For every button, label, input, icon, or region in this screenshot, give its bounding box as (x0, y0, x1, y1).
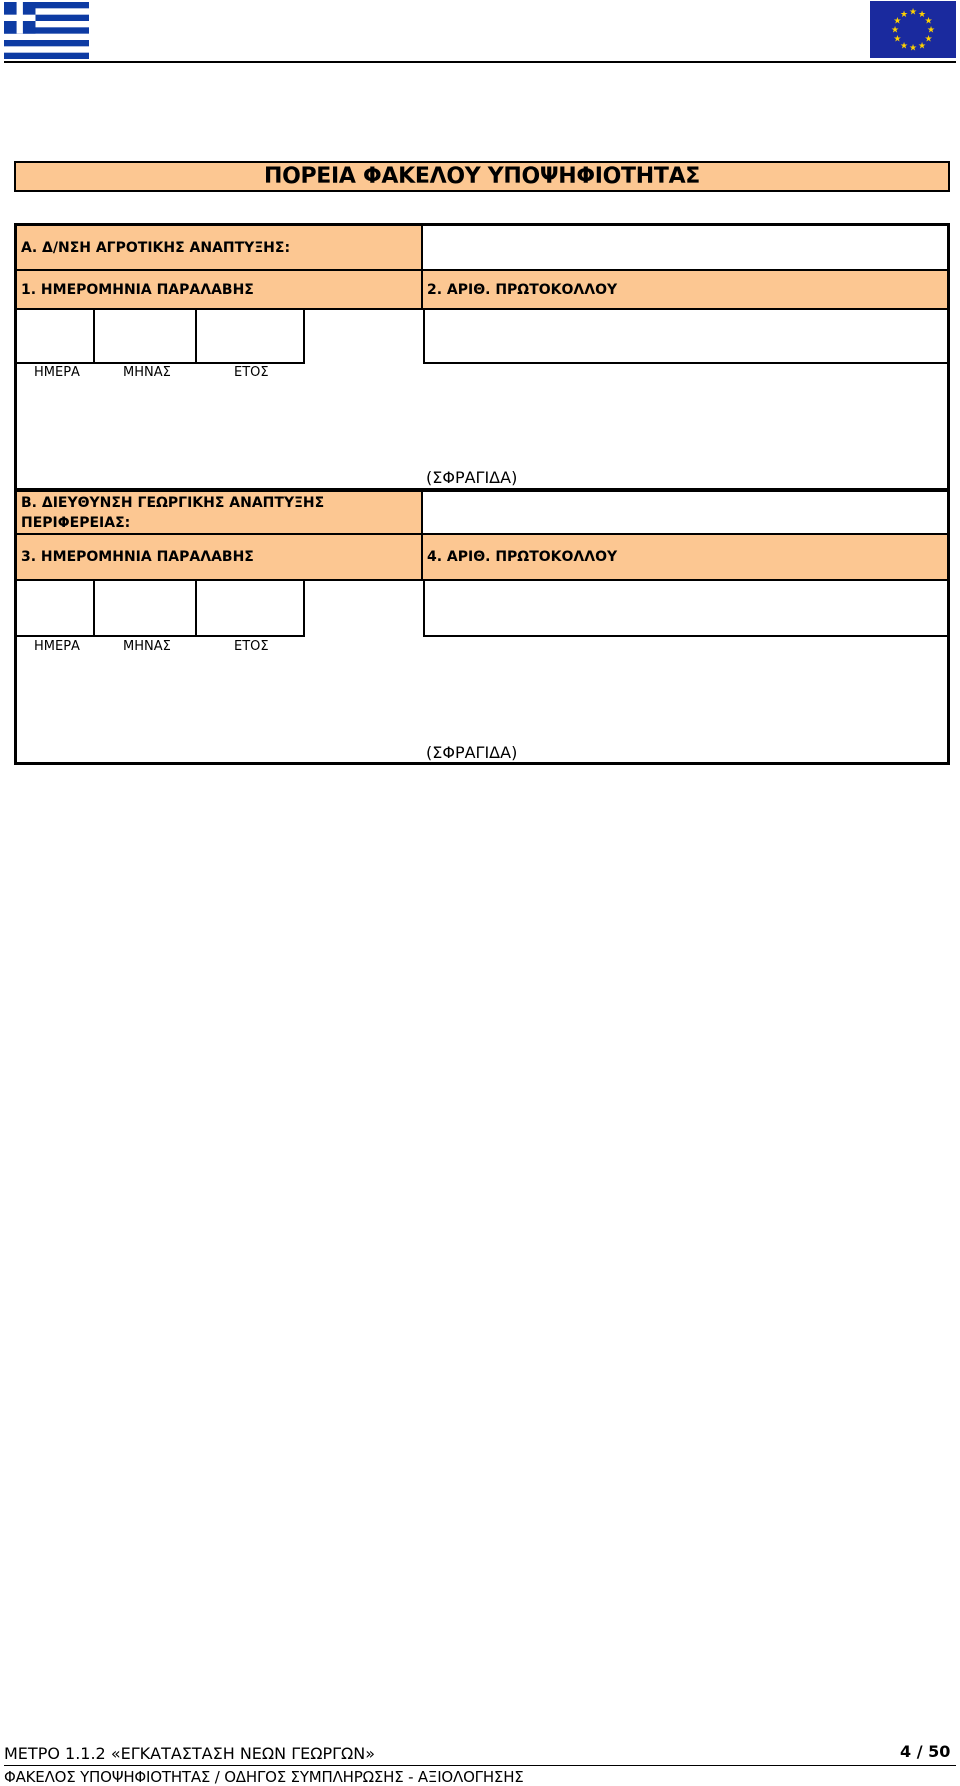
receipt-date-label-1: 1. ΗΜΕΡΟΜΗΝΙΑ ΠΑΡΑΛΑΒΗΣ (17, 271, 423, 310)
stamp-label-a: (ΣΦΡΑΓΙΔΑ) (426, 468, 518, 487)
month-label-a: ΜΗΝΑΣ (123, 365, 171, 380)
header-rule (4, 61, 956, 63)
eu-star-icon: ★ (926, 25, 936, 36)
receipt-date-label-3: 3. ΗΜΕΡΟΜΗΝΙΑ ΠΑΡΑΛΑΒΗΣ (17, 535, 423, 581)
section-a-heading: Α. Δ/ΝΣΗ ΑΓΡΟΤΙΚΗΣ ΑΝΑΠΤΥΞΗΣ: (17, 226, 423, 271)
section-a-name-field[interactable] (423, 226, 947, 271)
year-label-a: ΕΤΟΣ (234, 365, 269, 380)
day-label-b: ΗΜΕΡΑ (34, 639, 80, 654)
page-number: 4 / 50 (900, 1742, 951, 1761)
form-title: ΠΟΡΕΙΑ ΦΑΚΕΛΟΥ ΥΠΟΨΗΦΙΟΤΗΤΑΣ (14, 161, 950, 192)
eu-star-icon: ★ (908, 43, 918, 54)
footer-doc-title: ΦΑΚΕΛΟΣ ΥΠΟΨΗΦΙΟΤΗΤΑΣ / ΟΔΗΓΟΣ ΣΥΜΠΛΗΡΩΣΗΣ - ΑΞΙΟΛΟΓΗΣΗΣ (4, 1768, 524, 1786)
section-b-heading: Β. ΔΙΕΥΘΥΝΣΗ ΓΕΩΡΓΙΚΗΣ ΑΝΑΠΤΥΞΗΣ ΠΕΡΙΦΕΡΕΙΑΣ: (17, 492, 423, 535)
eu-flag-icon (870, 1, 956, 58)
eu-star-icon: ★ (917, 10, 927, 21)
footer-rule (4, 1765, 956, 1766)
day-label-a: ΗΜΕΡΑ (34, 365, 80, 380)
footer-measure: ΜΕΤΡΟ 1.1.2 «ΕΓΚΑΤΑΣΤΑΣΗ ΝΕΩΝ ΓΕΩΡΓΩΝ» (4, 1744, 375, 1763)
date-spacer-a (305, 310, 423, 364)
year-label-b: ΕΤΟΣ (234, 639, 269, 654)
protocol-number-label-2: 2. ΑΡΙΘ. ΠΡΩΤΟΚΟΛΛΟΥ (423, 271, 947, 310)
year-field-b[interactable] (197, 581, 305, 637)
eu-star-icon: ★ (899, 10, 909, 21)
eu-star-icon: ★ (917, 41, 927, 52)
day-field-b[interactable] (17, 581, 95, 637)
section-b-name-field[interactable] (423, 492, 947, 535)
eu-star-icon: ★ (890, 25, 900, 36)
eu-star-icon: ★ (924, 34, 933, 45)
day-field-a[interactable] (17, 310, 95, 364)
eu-star-icon: ★ (899, 41, 909, 52)
month-field-a[interactable] (95, 310, 197, 364)
month-field-b[interactable] (95, 581, 197, 637)
eu-star-icon: ★ (893, 34, 902, 45)
eu-star-icon: ★ (924, 16, 933, 27)
protocol-field-b[interactable] (423, 581, 947, 637)
eu-star-icon: ★ (908, 7, 918, 18)
month-label-b: ΜΗΝΑΣ (123, 639, 171, 654)
protocol-field-a[interactable] (423, 310, 947, 364)
stamp-label-b: (ΣΦΡΑΓΙΔΑ) (426, 743, 518, 762)
eu-star-icon: ★ (893, 16, 902, 27)
greek-flag-icon (4, 2, 89, 59)
protocol-number-label-4: 4. ΑΡΙΘ. ΠΡΩΤΟΚΟΛΛΟΥ (423, 535, 947, 581)
year-field-a[interactable] (197, 310, 305, 364)
